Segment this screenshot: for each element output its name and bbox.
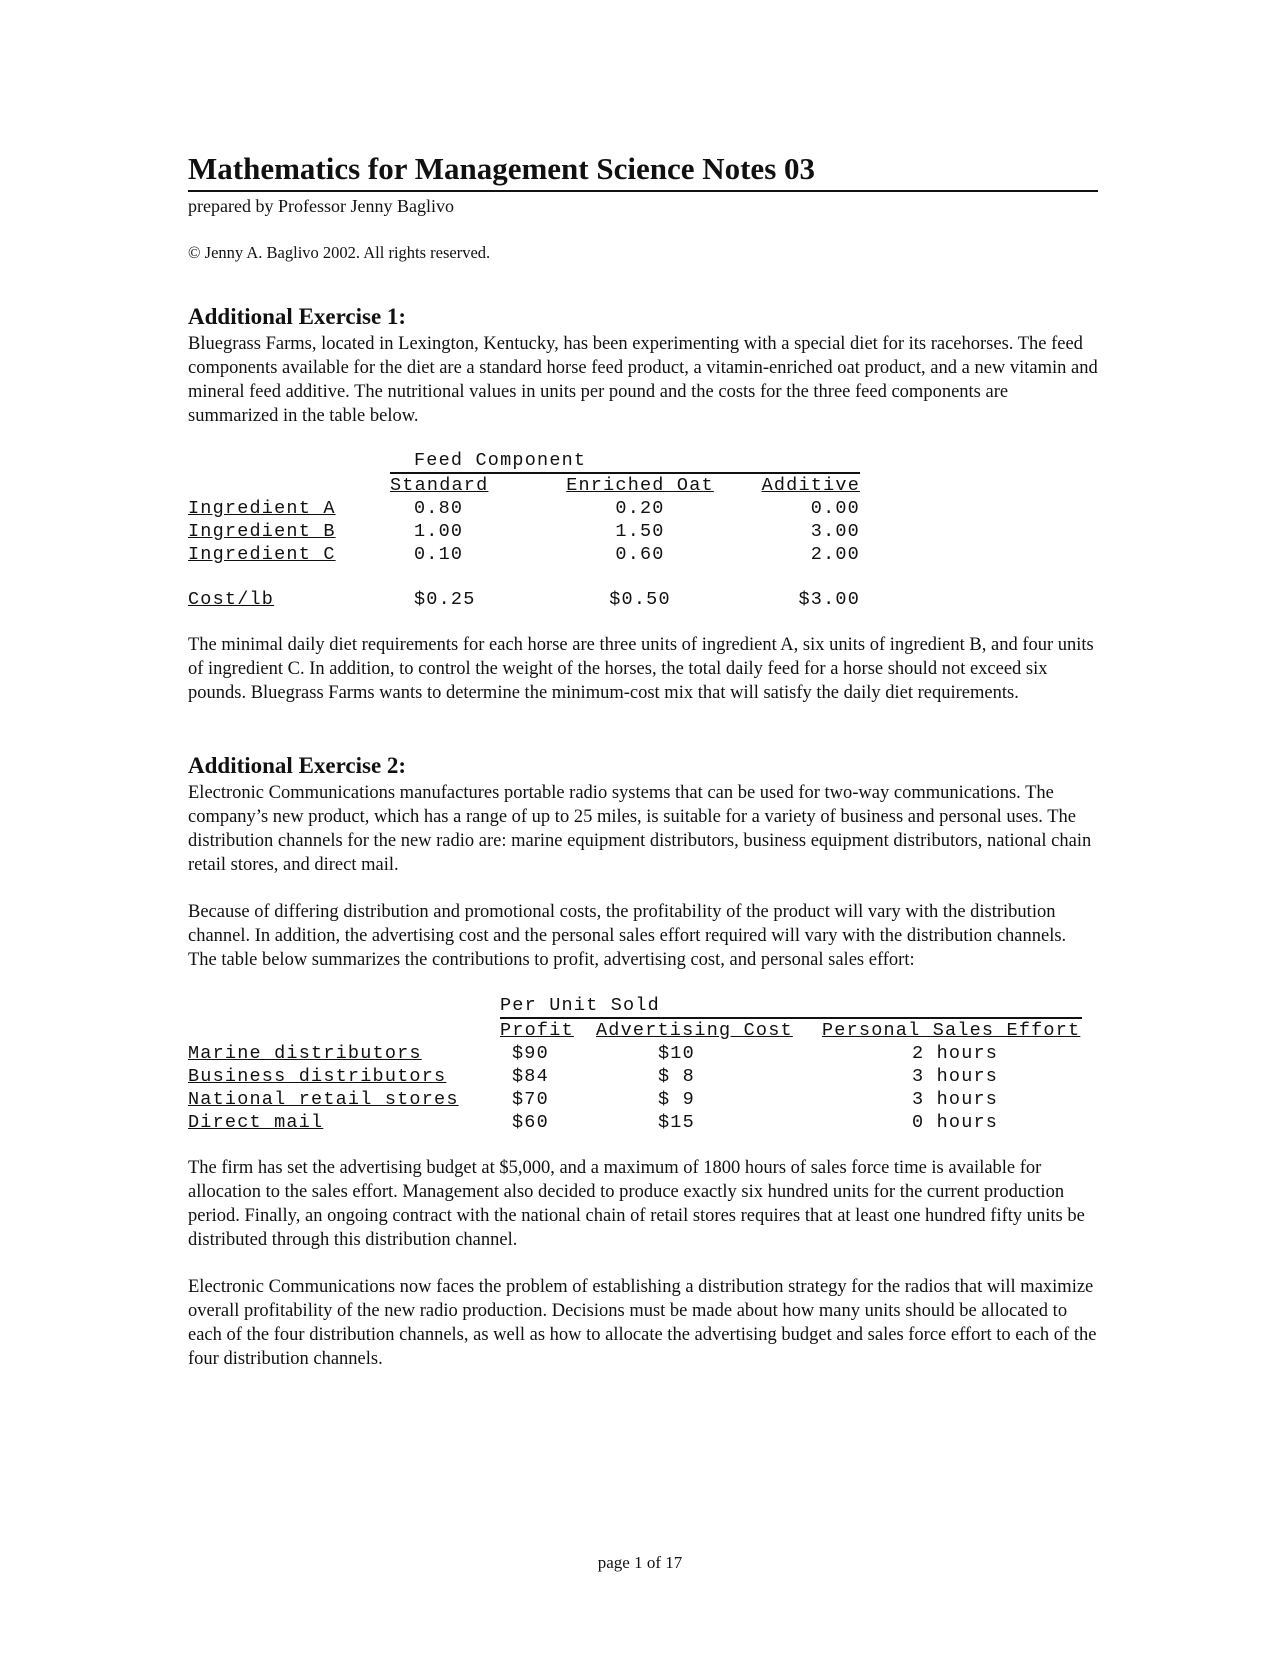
feed-col-additive: Additive <box>761 475 860 496</box>
table-row <box>188 1065 1082 1088</box>
feed-component-table <box>188 449 860 611</box>
exercise-1-intro: Bluegrass Farms, located in Lexington, Kentucky, has been experimenting with a special diet for its racehorses. The feed components available for the diet are a standard horse feed product, a vitamin-enriched oat product, and a new vitamin and mineral feed additive. The nutritional values in units per pound and the costs for the three feed components are summarized in the table below. <box>188 334 1098 426</box>
cell: 2 hours <box>912 1043 999 1064</box>
row-label: National retail stores <box>188 1089 459 1110</box>
cell: 0.60 <box>615 544 665 565</box>
cell: 3 hours <box>912 1089 999 1110</box>
table-row <box>188 520 860 543</box>
exercise-2-paragraph-4: Electronic Communications now faces the problem of establishing a distribution strategy for the radios that will maximize overall profitability of the new radio production. Decisions must be made about how many units should be allocated to each of the four distribution channels, as well as how to allocate the advertising budget and sales force effort to each of the four distribution channels. <box>188 1277 1097 1369</box>
feed-col-enriched-oat: Enriched Oat <box>566 475 714 496</box>
dist-col-advertising: Advertising Cost <box>596 1020 793 1041</box>
cell: 0.10 <box>414 544 464 565</box>
table-row <box>188 497 860 520</box>
dist-group-header: Per Unit Sold <box>500 994 1082 1018</box>
table-row <box>188 1088 1082 1111</box>
cell: 2.00 <box>810 544 860 565</box>
exercise-2-paragraph-2: Because of differing distribution and promotional costs, the profitability of the product will vary with the distribution channel. In addition, the advertising cost and the personal sales effort required will vary with the distribution channels. The table below summarizes the contributions to profit, advertising cost, and personal sales effort: <box>188 902 1067 970</box>
cell: 0.80 <box>414 498 464 519</box>
page-number: page 1 of 17 <box>597 1553 683 1572</box>
row-label: Cost/lb <box>188 589 275 610</box>
cell: $90 <box>512 1043 549 1064</box>
row-label: Direct mail <box>188 1112 324 1133</box>
cell: $60 <box>512 1112 549 1133</box>
table-row <box>188 1042 1082 1065</box>
exercise-2-paragraph-3: The firm has set the advertising budget at $5,000, and a maximum of 1800 hours of sales force time is available for allocation to the sales effort. Management also decided to produce exactly six hundred units for the current production period. Finally, an ongoing contract with the national chain of retail stores requires that at least one hundred fifty units be distributed through this distribution channel. <box>188 1158 1085 1250</box>
cell: $0.25 <box>414 589 476 610</box>
copyright-notice: © Jenny A. Baglivo 2002. All rights reserved. <box>188 243 491 262</box>
table-row <box>188 1111 1082 1134</box>
cell: $15 <box>658 1112 695 1133</box>
table-row <box>188 543 860 566</box>
cell: 3.00 <box>810 521 860 542</box>
cell: 1.00 <box>414 521 464 542</box>
cell: $ 9 <box>658 1089 695 1110</box>
row-label: Business distributors <box>188 1066 447 1087</box>
document-title: Mathematics for Management Science Notes 03 <box>188 150 1098 192</box>
cell: 0.00 <box>810 498 860 519</box>
cell: 1.50 <box>615 521 665 542</box>
dist-col-sales-effort: Personal Sales Effort <box>822 1020 1081 1041</box>
cell: 0 hours <box>912 1112 999 1133</box>
feed-col-standard: Standard <box>390 475 489 496</box>
cell: $84 <box>512 1066 549 1087</box>
exercise-2-heading: Additional Exercise 2: <box>188 753 407 778</box>
cell: $10 <box>658 1043 695 1064</box>
exercise-2-intro: Electronic Communications manufactures portable radio systems that can be used for two-way communications. The company’s new product, which has a range of up to 25 miles, is suitable for a variety of business and personal uses. The distribution channels for the new radio are: marine equipment distributors, business equipment distributors, national chain retail stores, and direct mail. <box>188 783 1092 875</box>
table-row <box>188 588 860 611</box>
cell: $ 8 <box>658 1066 695 1087</box>
exercise-1-heading: Additional Exercise 1: <box>188 304 407 329</box>
feed-group-header: Feed Component <box>390 449 860 473</box>
cell: 0.20 <box>615 498 665 519</box>
dist-col-profit: Profit <box>500 1020 574 1041</box>
document-page <box>188 150 1098 1371</box>
row-label: Ingredient A <box>188 498 336 519</box>
exercise-1-requirements: The minimal daily diet requirements for each horse are three units of ingredient A, six units of ingredient B, and four units of ingredient C. In addition, to control the weight of the horses, the total daily feed for a horse should not exceed six pounds. Bluegrass Farms wants to determine the minimum-cost mix that will satisfy the daily diet requirements. <box>188 635 1094 703</box>
row-label: Ingredient C <box>188 544 336 565</box>
author-line: prepared by Professor Jenny Baglivo <box>188 196 454 216</box>
cell: $3.00 <box>798 589 860 610</box>
row-label: Ingredient B <box>188 521 336 542</box>
cell: $0.50 <box>609 589 671 610</box>
row-label: Marine distributors <box>188 1043 422 1064</box>
cell: 3 hours <box>912 1066 999 1087</box>
cell: $70 <box>512 1089 549 1110</box>
distribution-table <box>188 994 1082 1134</box>
